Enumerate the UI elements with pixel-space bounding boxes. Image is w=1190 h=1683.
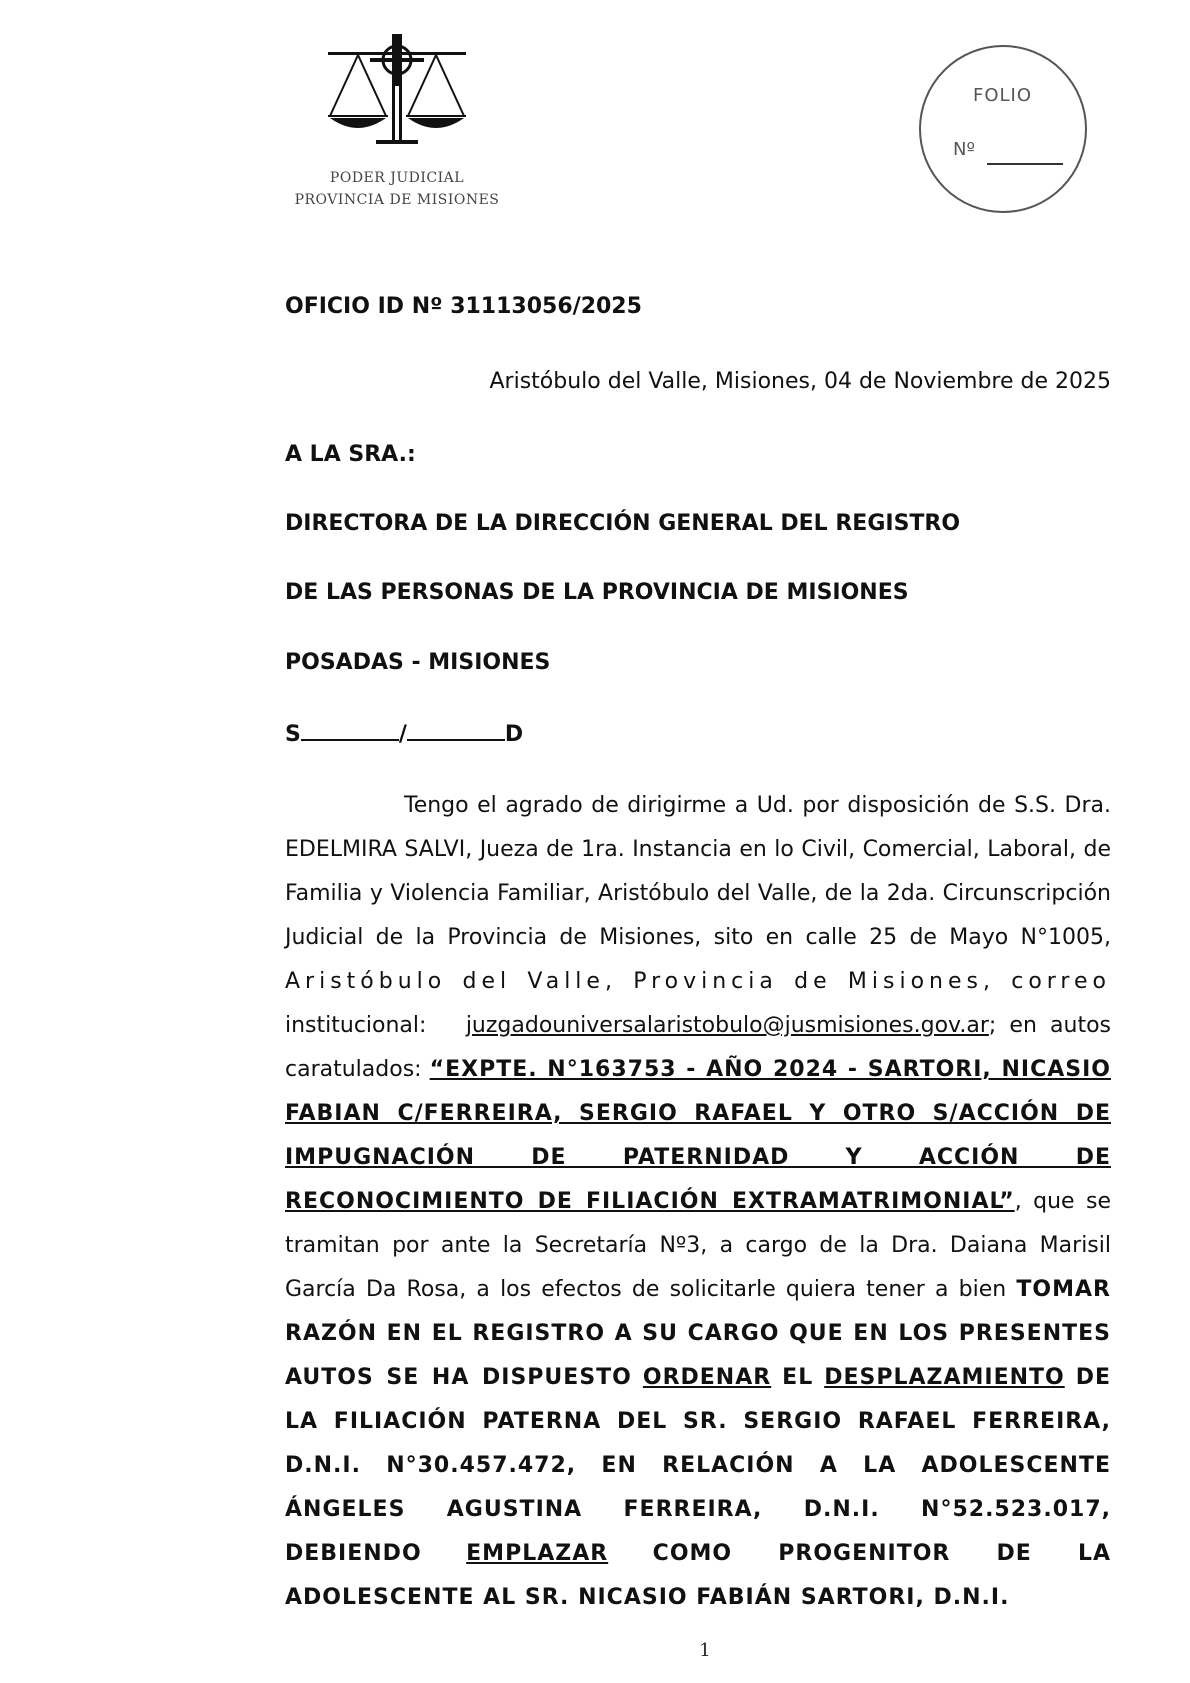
scales-of-justice-icon bbox=[320, 30, 474, 170]
folio-number-blank bbox=[987, 163, 1063, 165]
logo-text-line1: PODER JUDICIAL bbox=[329, 170, 465, 186]
institutional-email-link[interactable]: juzgadouniversalaristobulo@jusmisiones.gov.ar bbox=[465, 1013, 989, 1038]
court-logo bbox=[292, 30, 502, 210]
resolution-text-3: DE LA FILIACIÓN PATERNA DEL SR. SERGIO RAFAEL FERREIRA, D.N.I. N°30.457.472, EN RELACIÓN A LA ADOLESCENTE ÁNGELES AGUSTINA FERREIRA, D.N.I. N°52.523.017, DEBIENDO bbox=[285, 1365, 1111, 1566]
resolution-emplazar: EMPLAZAR bbox=[466, 1541, 609, 1566]
salutation: A LA SRA.: bbox=[285, 442, 416, 467]
body-text-2: Aristóbulo del Valle, Provincia de Misiones, correo bbox=[285, 969, 1111, 994]
body-text-3: institucional: bbox=[285, 1013, 427, 1038]
page-number: 1 bbox=[699, 1640, 711, 1661]
resolution-text-1: TOMAR RAZÓN EN EL REGISTRO A SU CARGO QUE EN LOS PRESENTES AUTOS SE HA DISPUESTO bbox=[285, 1277, 1111, 1390]
folio-stamp bbox=[919, 45, 1087, 213]
resolution-desplazamiento: DESPLAZAMIENTO bbox=[824, 1365, 1065, 1390]
body-text-4: ; en autos caratulados: bbox=[285, 1013, 1111, 1082]
recipient-line-2: DE LAS PERSONAS DE LA PROVINCIA DE MISIONES bbox=[285, 580, 909, 605]
oficio-id: OFICIO ID Nº 31113056/2025 bbox=[285, 294, 642, 319]
body-paragraph bbox=[285, 784, 1111, 1620]
resolution-text-4: COMO PROGENITOR DE LA ADOLESCENTE AL SR. NICASIO FABIÁN SARTORI, D.N.I. bbox=[285, 1541, 1112, 1610]
sd-s: S bbox=[285, 722, 301, 747]
folio-number-label: Nº bbox=[953, 139, 975, 160]
resolution-ordenar: ORDENAR bbox=[642, 1365, 772, 1390]
resolution-text-2: EL bbox=[782, 1365, 814, 1390]
folio-label: FOLIO bbox=[973, 85, 1033, 106]
logo-text-line2: PROVINCIA DE MISIONES bbox=[294, 192, 500, 208]
sd-blank-2 bbox=[407, 719, 505, 741]
sd-slash: / bbox=[398, 722, 407, 747]
body-text-1: Tengo el agrado de dirigirme a Ud. por disposición de S.S. Dra. EDELMIRA SALVI, Jueza de 1ra. Instancia en lo Civil, Comercial, Laboral, de Familia y Violencia Familiar, Aristóbulo del Valle, de la 2da. Circunscripción Judicial de la Provincia de Misiones, sito en calle 25 de Mayo N°1005, bbox=[285, 793, 1111, 950]
sd-d: D bbox=[504, 722, 524, 747]
su-despacho-line bbox=[285, 719, 523, 747]
sd-blank-1 bbox=[301, 719, 399, 741]
recipient-line-1: DIRECTORA DE LA DIRECCIÓN GENERAL DEL REGISTRO bbox=[285, 511, 961, 536]
body-text-5: , que se tramitan por ante la Secretaría Nº3, a cargo de la Dra. Daiana Marisil García Da Rosa, a los efectos de solicitarle quiera tener a bien bbox=[285, 1189, 1111, 1302]
case-title: “EXPTE. N°163753 - AÑO 2024 - SARTORI, NICASIO FABIAN C/FERREIRA, SERGIO RAFAEL Y OTRO S/ACCIÓN DE IMPUGNACIÓN DE PATERNIDAD Y ACCIÓN DE RECONOCIMIENTO DE FILIACIÓN EXTRAMATRIMONIAL” bbox=[285, 1057, 1111, 1214]
recipient-line-3: POSADAS - MISIONES bbox=[285, 650, 551, 675]
document-date: Aristóbulo del Valle, Misiones, 04 de Noviembre de 2025 bbox=[489, 369, 1111, 394]
